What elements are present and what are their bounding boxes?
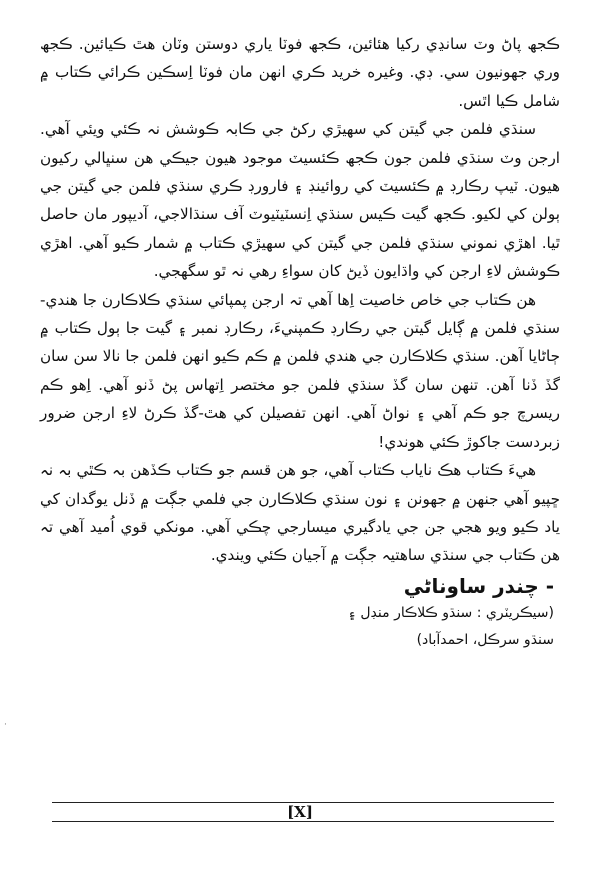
author-role: (سيڪريٽري : سنڌو ڪلاڪار منڊل ۽ — [347, 605, 554, 622]
author-signature: - چندر ساوناڻي — [403, 573, 554, 598]
paragraph-1: ڪجھ پاڻ وٽ سانڍي رکيا هئائين، ڪجھ فوٽا ياري دوستن وٽان هٿ ڪيائين. ڪجھ وري جهونيون سي. ڊي. وغيره خريد ڪري انهن مان فوٽا اِسڪين ڪرائي ڪتاب ۾ شامل ڪيا اٿس. — [40, 35, 560, 110]
paragraph-3: هن ڪتاب جي خاص خاصيت اِها آهي تہ ارجن پمپائي سنڌي ڪلاڪارن جا هندي-سنڌي فلمن ۾ ڳايل گيتن جي رڪارڊ ڪمپنيءَ، رڪارڊ نمبر ۽ گيت جا ٻول ڪتاب ۾ ڄاڻايا آهن. سنڌي ڪلاڪارن جي هندي فلمن ۾ ڪم ڪيو انهن فلمن جا نالا سن سان گڏ ڏنا آهن. تنهن سان گڏ سنڌي فلمن جو مختصر اِتهاس پڻ ڏنو آهي. اِهو ڪم ريسرچ جو ڪم آهي ۽ نواڻ آهي. انهن تفصيلن کي هٿ-گڏ ڪرڻ لاءِ ارجن ضرور زبردست جاکوڙ ڪئي هوندي! — [40, 290, 560, 451]
body-text — [40, 30, 560, 654]
margin-mark: · — [4, 720, 7, 730]
page-number: [X] — [287, 803, 313, 821]
footer-rule-bottom — [52, 821, 554, 822]
paragraph-4: هيءَ ڪتاب هڪ ناياب ڪتاب آهي، جو هن قسم جو ڪتاب ڪڏهن بہ ڪٿي بہ نہ ڇپيو آهي جنهن ۾ جهونن ۽ نون سنڌي ڪلاڪارن جي فلمي جڳت ۾ ڏنل يوگدان کي ياد ڪيو ويو هجي جن جي يادگيري ميسارجي چڪي آهي. مونکي قوي اُميد آهي تہ هن ڪتاب جي سنڌي ساهتيہ جڳت ۾ آجيان ڪئي ويندي. — [40, 461, 560, 565]
paragraph-2: سنڌي فلمن جي گيتن کي سهيڙي رکڻ جي ڪابہ ڪوشش نہ ڪئي ويئي آهي. ارجن وٽ سنڌي فلمن جون ڪجھ ڪئسيٽ موجود هيون جيڪي هن سنڀالي رکيون هيون. ٽيپ رڪارڊ ۾ ڪئسيٽ کي روائينڊ ۽ فارورڊ ڪري سنڌي فلمن جي گيتن جي ٻولن کي لکيو. ڪجھ گيت ڪيس سنڌي اِنسٽيٽيوٽ آف سنڌالاجي، آديپور مان حاصل ٿيا. اهڙي نموني سنڌي فلمن جي گيتن کي سهيڙي ڪتاب ۾ شمار ڪيو آهي. اهڙي ڪوشش لاءِ ارجن کي واڌايون ڏيڻ کان سواءِ رهي نہ ٿو سگهجي. — [40, 120, 560, 281]
author-address: سنڌو سرڪل، احمدآباد) — [416, 632, 554, 649]
